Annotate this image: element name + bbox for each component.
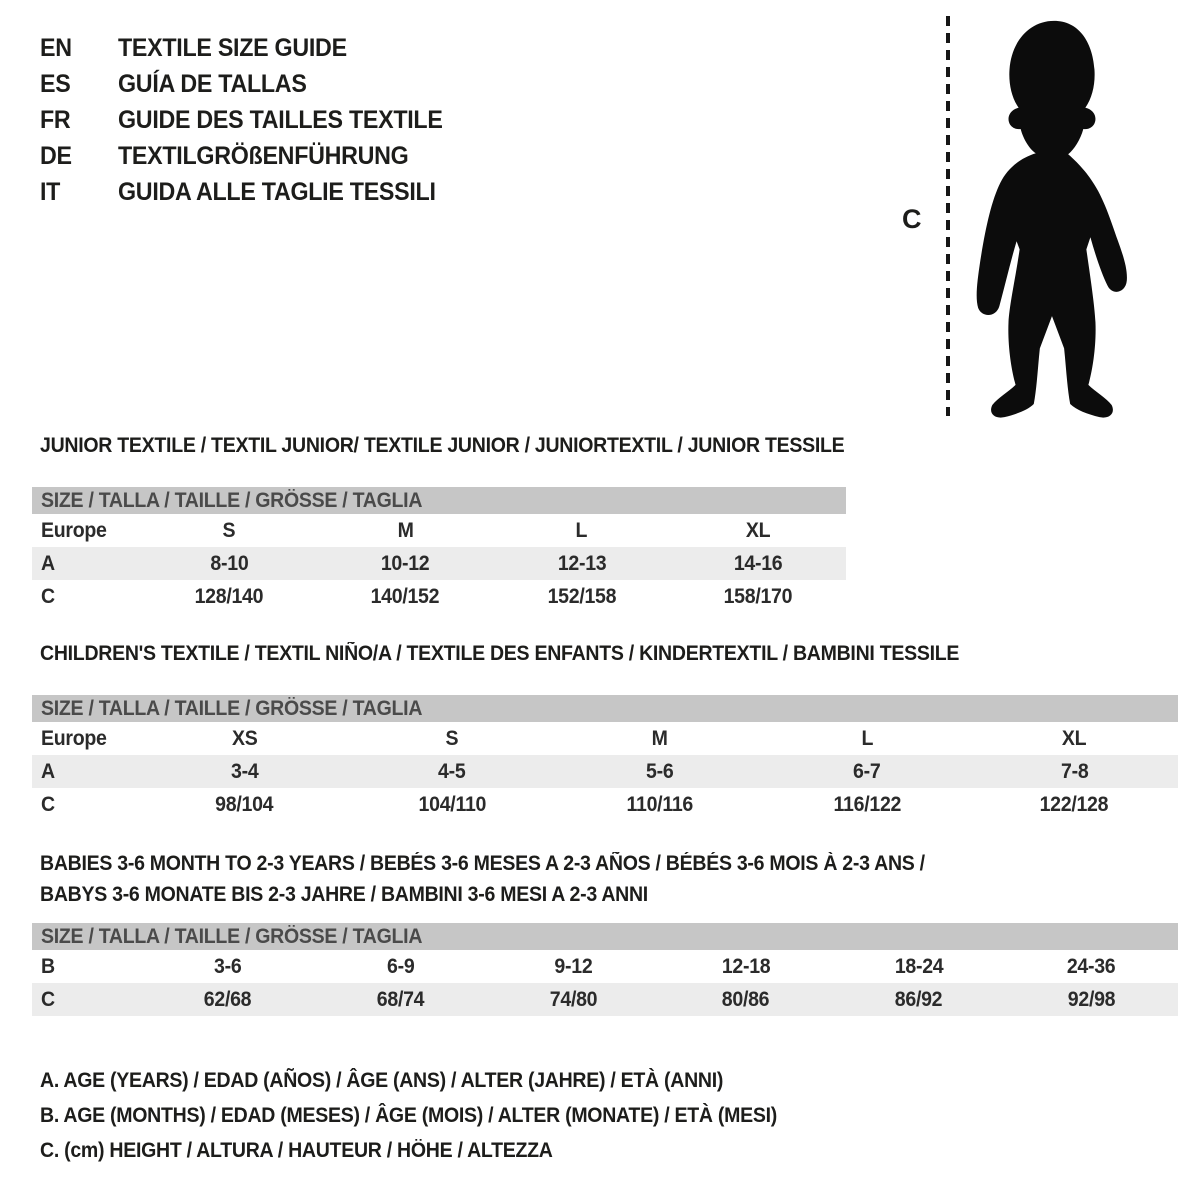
table-cell [832, 983, 1005, 1016]
table-cell [971, 755, 1178, 788]
language-code [40, 138, 118, 174]
row-label [32, 514, 141, 547]
table-cell-text: 152/158 [547, 585, 616, 608]
table-cell-text: M [397, 519, 414, 542]
table-cell-text: L [861, 727, 873, 750]
section-title-text: JUNIOR TEXTILE / TEXTIL JUNIOR/ TEXTILE JUNIOR / JUNIORTEXTIL / JUNIOR TESSILE [40, 434, 845, 457]
language-code-text: ES [40, 70, 71, 98]
table-cell-text: S [222, 519, 236, 542]
table-cell [971, 722, 1178, 755]
language-code [40, 174, 118, 210]
table-cell-text: 140/152 [371, 585, 440, 608]
babies-textile-section [32, 848, 1178, 1016]
size-header-bar [32, 923, 1178, 950]
table-cell [317, 580, 493, 613]
table-cell [141, 755, 348, 788]
table-cell-text: 104/110 [418, 793, 486, 816]
table-cell [317, 514, 493, 547]
language-title-text: GUÍA DE TALLAS [118, 70, 307, 98]
table-cell-text: 4-5 [438, 760, 466, 783]
language-code [40, 30, 118, 66]
language-title [118, 138, 467, 174]
language-code-text: FR [40, 106, 71, 134]
row-label-text: C [41, 988, 55, 1011]
section-title-text: CHILDREN'S TEXTILE / TEXTIL NIÑO/A / TEXTILE DES ENFANTS / KINDERTEXTIL / BAMBINI TESSILE [40, 642, 960, 665]
row-label-text: C [41, 793, 55, 816]
section-title-line [40, 430, 846, 461]
table-cell-text: 14-16 [733, 552, 783, 575]
table-cell [141, 514, 317, 547]
language-title [118, 66, 467, 102]
legend-line-text: B. AGE (MONTHS) / EDAD (MESES) / ÂGE (MOIS) / ALTER (MONATE) / ETÀ (MESI) [40, 1104, 777, 1127]
section-title-line [40, 848, 1178, 879]
table-cell [971, 788, 1178, 821]
language-title-list [40, 30, 467, 210]
table-cell [670, 580, 846, 613]
section-title-block [32, 848, 1178, 910]
language-title-text: GUIDE DES TAILLES TEXTILE [118, 106, 443, 134]
height-measure-label: C [902, 204, 922, 234]
row-label [32, 788, 141, 821]
table-cell-text: XL [1062, 727, 1087, 750]
table-cell-text: S [445, 727, 459, 750]
table-cell [556, 755, 763, 788]
table-cell [487, 950, 660, 983]
size-header-text: SIZE / TALLA / TAILLE / GRÖSSE / TAGLIA [41, 489, 423, 512]
language-code-text: EN [40, 34, 72, 62]
language-title-text: GUIDA ALLE TAGLIE TESSILI [118, 178, 436, 206]
table-cell-text: 12-13 [557, 552, 606, 575]
table-cell-text: 92/98 [1067, 988, 1116, 1011]
table-row [32, 580, 846, 613]
language-code [40, 66, 118, 102]
table-cell-text: 110/116 [626, 793, 693, 816]
legend-line-text: C. (cm) HEIGHT / ALTURA / HAUTEUR / HÖHE / ALTEZZA [40, 1139, 553, 1162]
table-row [32, 755, 1178, 788]
table-cell-text: 5-6 [645, 760, 674, 783]
legend-line [40, 1133, 832, 1168]
table-cell-text: 158/170 [723, 585, 793, 608]
table-cell-text: 6-7 [853, 760, 881, 783]
row-label-text: A [41, 760, 55, 783]
table-cell [494, 547, 670, 580]
table-cell-text: 3-4 [230, 760, 259, 783]
language-row [40, 66, 467, 102]
table-cell-text: 98/104 [215, 793, 274, 816]
table-cell [763, 788, 970, 821]
table-cell [763, 755, 970, 788]
size-header-bar [32, 695, 1178, 722]
legend-line-text: A. AGE (YEARS) / EDAD (AÑOS) / ÂGE (ANS) / ALTER (JAHRE) / ETÀ (ANNI) [40, 1069, 724, 1092]
table-cell [763, 722, 970, 755]
row-label [32, 950, 141, 983]
height-measure-dashed-line [946, 16, 950, 416]
size-header-text: SIZE / TALLA / TAILLE / GRÖSSE / TAGLIA [41, 925, 423, 948]
row-label-text: Europe [41, 519, 107, 542]
table-cell [348, 722, 555, 755]
table-cell [317, 547, 493, 580]
language-row [40, 138, 467, 174]
table-cell [494, 514, 670, 547]
table-cell-text: M [651, 727, 668, 750]
language-title [118, 30, 467, 66]
language-title-text: TEXTILE SIZE GUIDE [118, 34, 347, 62]
table-cell [141, 950, 314, 983]
section-title-text: BABYS 3-6 MONATE BIS 2-3 JAHRE / BAMBINI 3-6 MESI A 2-3 ANNI [40, 883, 648, 906]
table-cell-text: 128/140 [194, 585, 264, 608]
table-cell-text: XL [745, 519, 771, 542]
language-title [118, 102, 467, 138]
table-cell-text: 68/74 [376, 988, 424, 1011]
table-cell-text: 86/92 [894, 988, 943, 1011]
row-label-text: B [41, 955, 55, 978]
section-title-line [40, 638, 1178, 669]
table-row [32, 983, 1178, 1016]
table-cell [141, 788, 348, 821]
table-cell-text: 24-36 [1067, 955, 1116, 978]
language-code-text: DE [40, 142, 72, 170]
table-row [32, 788, 1178, 821]
measurement-legend [40, 1063, 832, 1168]
table-cell [1005, 950, 1178, 983]
table-cell-text: 74/80 [549, 988, 597, 1011]
table-cell [348, 788, 555, 821]
language-code [40, 102, 118, 138]
junior-textile-section [32, 430, 846, 613]
table-cell [659, 983, 832, 1016]
table-cell-text: 18-24 [894, 955, 944, 978]
table-cell [556, 788, 763, 821]
table-cell [659, 950, 832, 983]
row-label [32, 755, 141, 788]
table-cell [832, 950, 1005, 983]
row-label [32, 547, 141, 580]
table-cell [141, 983, 314, 1016]
table-cell [141, 580, 317, 613]
table-cell [314, 983, 487, 1016]
table-cell-text: 122/128 [1040, 793, 1109, 816]
table-cell-text: 9-12 [554, 955, 593, 978]
table-cell-text: 12-18 [721, 955, 771, 978]
table-cell [494, 580, 670, 613]
section-title-block [32, 430, 846, 461]
table-cell-text: 3-6 [213, 955, 242, 978]
table-cell [1005, 983, 1178, 1016]
row-label-text: C [41, 585, 55, 608]
row-label [32, 722, 141, 755]
language-row [40, 30, 467, 66]
language-title [118, 174, 467, 210]
toddler-silhouette-icon [963, 16, 1145, 422]
table-cell [556, 722, 763, 755]
row-label [32, 983, 141, 1016]
section-title-text: BABIES 3-6 MONTH TO 2-3 YEARS / BEBÉS 3-6 MESES A 2-3 AÑOS / BÉBÉS 3-6 MOIS À 2-3 ANS / [40, 852, 925, 875]
language-row [40, 102, 467, 138]
table-cell-text: 80/86 [722, 988, 770, 1011]
table-cell [348, 755, 555, 788]
table-cell-text: 8-10 [210, 552, 249, 575]
table-cell [141, 547, 317, 580]
section-title-block [32, 638, 1178, 669]
legend-line [40, 1098, 832, 1133]
row-label-text: Europe [41, 727, 107, 750]
language-title-text: TEXTILGRÖßENFÜHRUNG [118, 142, 409, 170]
legend-line [40, 1063, 832, 1098]
table-cell-text: 10-12 [381, 552, 430, 575]
table-row [32, 950, 1178, 983]
table-row [32, 547, 846, 580]
language-row [40, 174, 467, 210]
table-cell-text: XS [231, 727, 258, 750]
table-row [32, 514, 846, 547]
size-header-bar [32, 487, 846, 514]
table-cell [670, 514, 846, 547]
row-label [32, 580, 141, 613]
table-cell [314, 950, 487, 983]
table-cell [141, 722, 348, 755]
table-cell-text: L [575, 519, 588, 542]
table-cell [487, 983, 660, 1016]
section-title-line [40, 879, 1178, 910]
table-cell-text: 116/122 [833, 793, 901, 816]
language-code-text: IT [40, 178, 61, 206]
table-cell [670, 547, 846, 580]
children-textile-section [32, 638, 1178, 821]
table-row [32, 722, 1178, 755]
table-cell-text: 62/68 [203, 988, 252, 1011]
size-header-text: SIZE / TALLA / TAILLE / GRÖSSE / TAGLIA [41, 697, 423, 720]
row-label-text: A [41, 552, 55, 575]
table-cell-text: 7-8 [1060, 760, 1089, 783]
table-cell-text: 6-9 [386, 955, 414, 978]
